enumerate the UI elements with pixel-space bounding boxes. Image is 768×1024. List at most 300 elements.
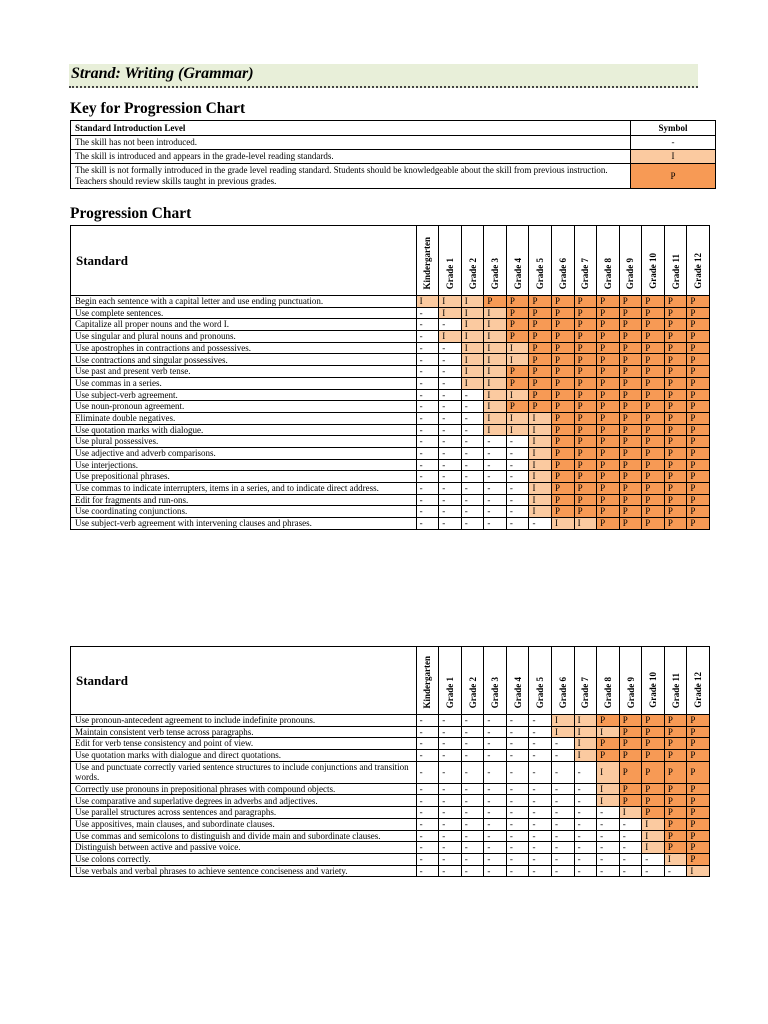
level-cell: I: [642, 818, 665, 830]
level-cell: -: [484, 459, 507, 471]
level-cell: -: [461, 518, 484, 530]
level-cell: P: [619, 726, 642, 738]
grade-header: [597, 647, 620, 715]
level-cell: P: [619, 447, 642, 459]
level-cell: -: [461, 750, 484, 762]
standard-text: Use comparative and superlative degrees in adverbs and adjectives.: [71, 795, 417, 807]
level-cell: P: [664, 354, 687, 366]
level-cell: -: [439, 830, 462, 842]
grade-header-label: Grade 5: [535, 676, 546, 708]
level-cell: P: [687, 412, 710, 424]
level-cell: P: [619, 331, 642, 343]
level-cell: I: [597, 783, 620, 795]
grade-header-label: Kindergarten: [422, 655, 433, 708]
level-cell: P: [642, 459, 665, 471]
level-cell: -: [461, 412, 484, 424]
level-cell: -: [506, 842, 529, 854]
level-cell: -: [484, 436, 507, 448]
level-cell: P: [642, 783, 665, 795]
level-cell: -: [461, 818, 484, 830]
level-cell: P: [642, 342, 665, 354]
level-cell: P: [642, 506, 665, 518]
level-cell: -: [506, 471, 529, 483]
level-cell: -: [529, 830, 552, 842]
level-cell: P: [552, 366, 575, 378]
level-cell: -: [552, 783, 575, 795]
standard-row: [71, 818, 710, 830]
level-cell: I: [597, 726, 620, 738]
level-cell: P: [619, 750, 642, 762]
grade-header-label: Grade 5: [535, 257, 546, 289]
level-cell: P: [619, 436, 642, 448]
key-row-text: The skill is not formally introduced in the grade level reading standard. Students should be knowledgeable about the skill from previous instruction. Teachers should review skills taught in previous grades.: [71, 164, 631, 189]
level-cell: -: [506, 830, 529, 842]
level-cell: P: [619, 412, 642, 424]
level-cell: -: [529, 761, 552, 783]
level-cell: P: [642, 807, 665, 819]
level-cell: -: [416, 807, 439, 819]
level-cell: P: [529, 307, 552, 319]
level-cell: P: [529, 354, 552, 366]
level-cell: P: [574, 331, 597, 343]
level-cell: -: [439, 471, 462, 483]
level-cell: -: [416, 424, 439, 436]
level-cell: -: [416, 853, 439, 865]
level-cell: -: [439, 366, 462, 378]
level-cell: -: [416, 401, 439, 413]
level-cell: P: [574, 412, 597, 424]
level-cell: -: [506, 483, 529, 495]
level-cell: -: [642, 853, 665, 865]
level-cell: -: [416, 750, 439, 762]
level-cell: -: [506, 750, 529, 762]
level-cell: -: [506, 436, 529, 448]
level-cell: P: [642, 738, 665, 750]
level-cell: -: [529, 715, 552, 727]
level-cell: P: [619, 471, 642, 483]
level-cell: P: [664, 342, 687, 354]
grade-header-label: Grade 2: [467, 676, 478, 708]
level-cell: -: [416, 830, 439, 842]
level-cell: P: [664, 761, 687, 783]
grade-header-label: Grade 7: [580, 257, 591, 289]
level-cell: P: [597, 412, 620, 424]
level-cell: -: [484, 447, 507, 459]
level-cell: I: [529, 506, 552, 518]
level-cell: P: [664, 518, 687, 530]
level-cell: I: [484, 342, 507, 354]
standard-row: [71, 738, 710, 750]
standard-row: [71, 506, 710, 518]
key-row: [71, 164, 716, 189]
level-cell: I: [484, 307, 507, 319]
level-cell: P: [574, 506, 597, 518]
level-cell: P: [619, 319, 642, 331]
level-cell: P: [506, 377, 529, 389]
standard-row: [71, 726, 710, 738]
level-cell: P: [574, 471, 597, 483]
grade-header: [552, 647, 575, 715]
level-cell: P: [552, 319, 575, 331]
level-cell: P: [552, 412, 575, 424]
level-cell: -: [439, 506, 462, 518]
level-cell: P: [597, 750, 620, 762]
level-cell: -: [439, 494, 462, 506]
level-cell: -: [416, 436, 439, 448]
level-cell: -: [461, 447, 484, 459]
level-cell: P: [664, 483, 687, 495]
standard-row: [71, 830, 710, 842]
level-cell: -: [552, 761, 575, 783]
standard-row: [71, 319, 710, 331]
level-cell: -: [619, 842, 642, 854]
grade-header-label: Grade 10: [648, 253, 659, 289]
level-cell: P: [619, 738, 642, 750]
standard-text: Use past and present verb tense.: [71, 366, 417, 378]
level-cell: -: [506, 807, 529, 819]
level-cell: I: [529, 471, 552, 483]
level-cell: P: [597, 447, 620, 459]
level-cell: -: [506, 795, 529, 807]
level-cell: I: [529, 494, 552, 506]
level-cell: -: [461, 761, 484, 783]
level-cell: P: [664, 738, 687, 750]
level-cell: -: [484, 807, 507, 819]
level-cell: -: [439, 842, 462, 854]
level-cell: I: [484, 412, 507, 424]
grade-header: [597, 226, 620, 296]
level-cell: I: [529, 412, 552, 424]
level-cell: -: [619, 830, 642, 842]
level-cell: P: [664, 783, 687, 795]
level-cell: P: [552, 436, 575, 448]
progression-table-1: [70, 225, 710, 530]
level-cell: I: [484, 401, 507, 413]
level-cell: I: [529, 424, 552, 436]
level-cell: P: [574, 366, 597, 378]
level-cell: P: [687, 795, 710, 807]
level-cell: P: [597, 319, 620, 331]
standard-text: Use quotation marks with dialogue and direct quotations.: [71, 750, 417, 762]
level-cell: -: [552, 842, 575, 854]
level-cell: I: [574, 726, 597, 738]
level-cell: -: [552, 853, 575, 865]
standard-row: [71, 377, 710, 389]
standard-row: [71, 389, 710, 401]
grade-header: [687, 647, 710, 715]
level-cell: -: [439, 377, 462, 389]
standard-row: [71, 296, 710, 308]
level-cell: -: [461, 471, 484, 483]
level-cell: P: [574, 354, 597, 366]
level-cell: -: [439, 401, 462, 413]
level-cell: P: [687, 842, 710, 854]
grade-header-label: Grade 6: [557, 257, 568, 289]
level-cell: -: [574, 853, 597, 865]
grade-header: [552, 226, 575, 296]
level-cell: -: [574, 830, 597, 842]
level-cell: P: [687, 853, 710, 865]
level-cell: P: [619, 494, 642, 506]
level-cell: -: [416, 783, 439, 795]
level-cell: -: [506, 738, 529, 750]
level-cell: -: [529, 738, 552, 750]
level-cell: I: [506, 354, 529, 366]
level-cell: -: [416, 865, 439, 877]
level-cell: P: [664, 818, 687, 830]
level-cell: P: [574, 483, 597, 495]
level-cell: P: [687, 424, 710, 436]
level-cell: P: [664, 715, 687, 727]
level-cell: P: [687, 401, 710, 413]
level-cell: I: [574, 715, 597, 727]
standard-row: [71, 483, 710, 495]
level-cell: P: [642, 483, 665, 495]
level-cell: P: [619, 366, 642, 378]
level-cell: -: [506, 865, 529, 877]
grade-header: [484, 226, 507, 296]
level-cell: P: [664, 377, 687, 389]
grade-header-label: Grade 9: [625, 676, 636, 708]
level-cell: -: [439, 483, 462, 495]
level-cell: I: [642, 842, 665, 854]
level-cell: P: [642, 401, 665, 413]
level-cell: P: [619, 715, 642, 727]
level-cell: I: [461, 354, 484, 366]
level-cell: -: [439, 412, 462, 424]
progression-header-row: [71, 647, 710, 715]
level-cell: I: [461, 319, 484, 331]
level-cell: P: [664, 807, 687, 819]
level-cell: P: [506, 307, 529, 319]
level-cell: P: [597, 459, 620, 471]
level-cell: -: [461, 389, 484, 401]
level-cell: -: [552, 807, 575, 819]
level-cell: -: [461, 830, 484, 842]
key-row: [71, 136, 716, 150]
standard-header: Standard: [71, 226, 417, 296]
level-cell: P: [552, 471, 575, 483]
level-cell: -: [552, 865, 575, 877]
standard-text: Use subject-verb agreement with intervening clauses and phrases.: [71, 518, 417, 530]
level-cell: P: [619, 459, 642, 471]
level-cell: P: [552, 342, 575, 354]
standard-row: [71, 366, 710, 378]
level-cell: P: [574, 307, 597, 319]
level-cell: P: [664, 401, 687, 413]
progression-header-row: [71, 226, 710, 296]
level-cell: -: [439, 865, 462, 877]
level-cell: -: [597, 830, 620, 842]
level-cell: P: [642, 296, 665, 308]
level-cell: P: [619, 377, 642, 389]
level-cell: P: [687, 506, 710, 518]
level-cell: P: [642, 761, 665, 783]
level-cell: -: [506, 447, 529, 459]
level-cell: P: [597, 401, 620, 413]
level-cell: -: [461, 865, 484, 877]
standard-header: Standard: [71, 647, 417, 715]
level-cell: P: [597, 354, 620, 366]
standard-row: [71, 795, 710, 807]
level-cell: -: [506, 518, 529, 530]
level-cell: P: [642, 795, 665, 807]
level-cell: P: [664, 331, 687, 343]
level-cell: P: [597, 342, 620, 354]
level-cell: P: [552, 307, 575, 319]
standard-row: [71, 436, 710, 448]
level-cell: P: [574, 377, 597, 389]
level-cell: P: [687, 389, 710, 401]
level-cell: -: [461, 842, 484, 854]
level-cell: -: [484, 518, 507, 530]
grade-header-label: Kindergarten: [422, 236, 433, 289]
level-cell: P: [619, 342, 642, 354]
level-cell: P: [619, 296, 642, 308]
level-cell: I: [484, 354, 507, 366]
level-cell: P: [619, 401, 642, 413]
level-cell: P: [664, 750, 687, 762]
grade-header-label: Grade 10: [648, 672, 659, 708]
level-cell: -: [416, 795, 439, 807]
level-cell: I: [529, 483, 552, 495]
level-cell: P: [529, 342, 552, 354]
standard-row: [71, 307, 710, 319]
level-cell: P: [619, 354, 642, 366]
level-cell: -: [597, 865, 620, 877]
level-cell: -: [416, 412, 439, 424]
grade-header-label: Grade 1: [445, 676, 455, 708]
level-cell: -: [529, 853, 552, 865]
level-cell: P: [506, 331, 529, 343]
level-cell: -: [529, 842, 552, 854]
level-cell: P: [664, 726, 687, 738]
level-cell: P: [552, 447, 575, 459]
key-row: [71, 150, 716, 164]
grade-header: [642, 647, 665, 715]
level-cell: P: [552, 354, 575, 366]
level-cell: P: [642, 471, 665, 483]
standard-text: Use commas in a series.: [71, 377, 417, 389]
level-cell: P: [664, 795, 687, 807]
standard-row: [71, 424, 710, 436]
level-cell: I: [552, 715, 575, 727]
standard-row: [71, 865, 710, 877]
standard-text: Use pronoun-antecedent agreement to include indefinite pronouns.: [71, 715, 417, 727]
level-cell: P: [664, 842, 687, 854]
standard-row: [71, 518, 710, 530]
level-cell: P: [642, 331, 665, 343]
level-cell: P: [506, 401, 529, 413]
level-cell: I: [529, 436, 552, 448]
level-cell: P: [574, 296, 597, 308]
level-cell: -: [506, 853, 529, 865]
level-cell: I: [439, 331, 462, 343]
level-cell: -: [439, 750, 462, 762]
standard-text: Use adjective and adverb comparisons.: [71, 447, 417, 459]
level-cell: -: [461, 853, 484, 865]
level-cell: P: [574, 401, 597, 413]
grade-header-label: Grade 3: [490, 257, 501, 289]
level-cell: -: [506, 818, 529, 830]
standard-text: Correctly use pronouns in prepositional phrases with compound objects.: [71, 783, 417, 795]
level-cell: I: [484, 389, 507, 401]
level-cell: P: [642, 412, 665, 424]
level-cell: P: [619, 783, 642, 795]
level-cell: -: [484, 738, 507, 750]
level-cell: -: [574, 865, 597, 877]
level-cell: P: [619, 761, 642, 783]
level-cell: P: [687, 726, 710, 738]
level-cell: P: [597, 307, 620, 319]
level-cell: -: [439, 818, 462, 830]
standard-text: Maintain consistent verb tense across paragraphs.: [71, 726, 417, 738]
level-cell: -: [574, 807, 597, 819]
level-cell: I: [416, 296, 439, 308]
level-cell: P: [687, 483, 710, 495]
standard-text: Use contractions and singular possessives.: [71, 354, 417, 366]
level-cell: I: [552, 726, 575, 738]
level-cell: P: [552, 459, 575, 471]
level-cell: P: [529, 366, 552, 378]
level-cell: -: [506, 761, 529, 783]
level-cell: -: [439, 319, 462, 331]
standard-text: Use and punctuate correctly varied sentence structures to include conjunctions and transition words.: [71, 761, 417, 783]
level-cell: P: [506, 366, 529, 378]
level-cell: I: [461, 366, 484, 378]
level-cell: -: [506, 715, 529, 727]
grade-header-label: Grade 8: [602, 257, 613, 289]
level-cell: P: [552, 296, 575, 308]
level-cell: P: [552, 506, 575, 518]
level-cell: -: [416, 506, 439, 518]
level-cell: P: [642, 447, 665, 459]
level-cell: I: [484, 331, 507, 343]
level-cell: P: [529, 401, 552, 413]
level-cell: -: [484, 795, 507, 807]
level-cell: P: [687, 436, 710, 448]
level-cell: P: [597, 506, 620, 518]
level-cell: P: [664, 319, 687, 331]
standard-text: Use coordinating conjunctions.: [71, 506, 417, 518]
level-cell: -: [484, 842, 507, 854]
key-level-header: Standard Introduction Level: [71, 121, 631, 136]
key-row-text: The skill has not been introduced.: [71, 136, 631, 150]
grade-header: [416, 647, 439, 715]
level-cell: -: [574, 842, 597, 854]
level-cell: P: [574, 342, 597, 354]
level-cell: -: [506, 726, 529, 738]
level-cell: -: [439, 715, 462, 727]
level-cell: P: [552, 424, 575, 436]
grade-header: [506, 647, 529, 715]
level-cell: -: [529, 518, 552, 530]
level-cell: -: [619, 865, 642, 877]
standard-text: Edit for fragments and run-ons.: [71, 494, 417, 506]
grade-header: [484, 647, 507, 715]
grade-header: [574, 647, 597, 715]
level-cell: -: [597, 807, 620, 819]
level-cell: P: [597, 296, 620, 308]
level-cell: -: [484, 783, 507, 795]
level-cell: I: [529, 459, 552, 471]
level-cell: I: [529, 447, 552, 459]
key-row-symbol: -: [631, 136, 716, 150]
level-cell: -: [439, 354, 462, 366]
standard-text: Use verbals and verbal phrases to achieve sentence conciseness and variety.: [71, 865, 417, 877]
standard-text: Use apostrophes in contractions and possessives.: [71, 342, 417, 354]
level-cell: -: [416, 319, 439, 331]
